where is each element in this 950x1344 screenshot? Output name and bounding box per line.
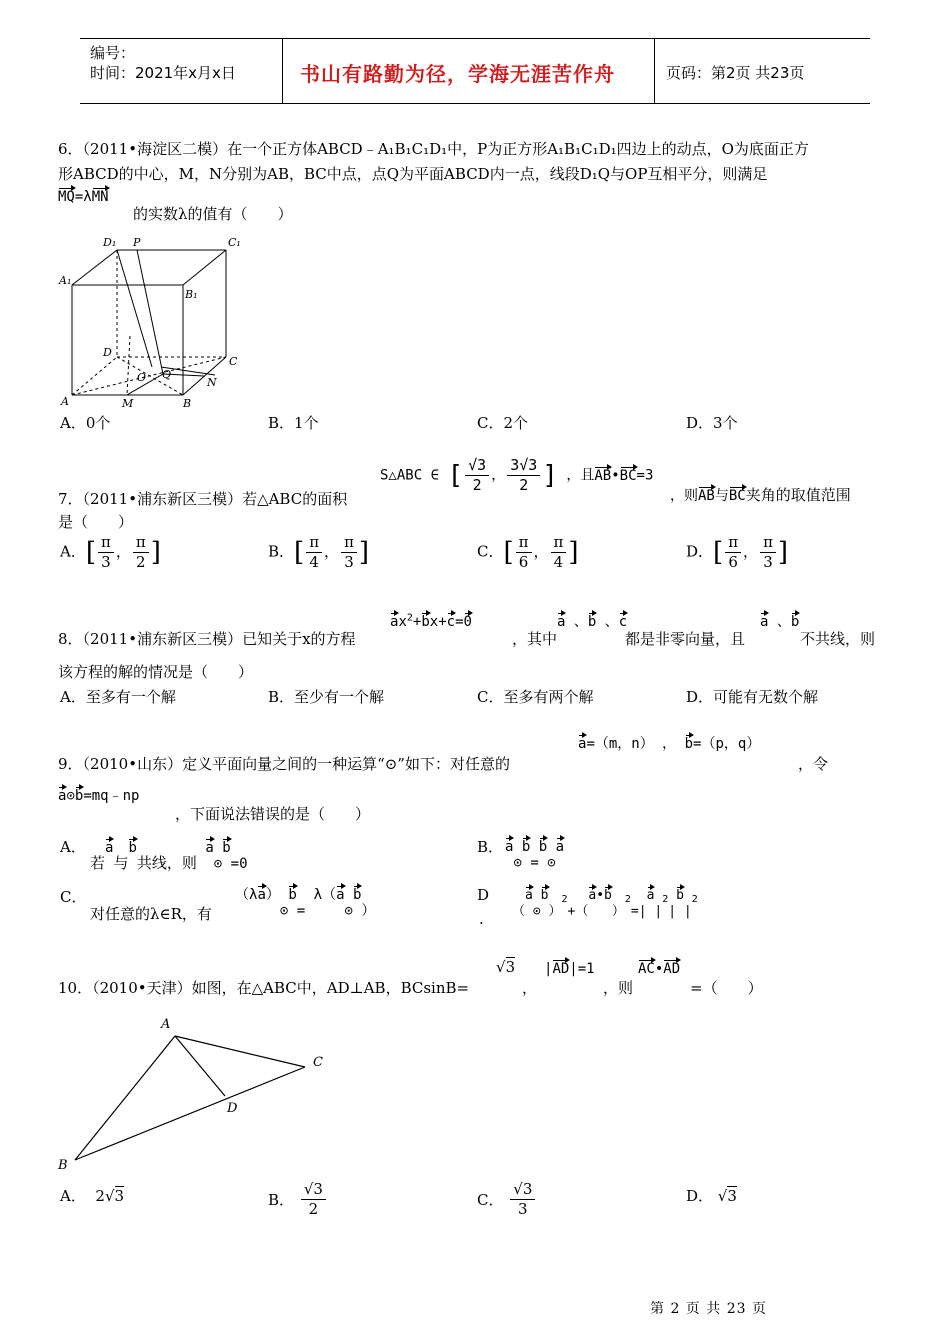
q8-option-d: D．可能有无数个解 [686,688,819,706]
q8-prefix: 8．（2011•浦东新区三模）已知关于x的方程 [58,630,356,648]
q9-option-b-letter: B． [477,838,504,856]
q10-option-b: B． $\frac{√3}{2}$ [268,1180,328,1219]
q10-tail: =（ ） [690,979,763,997]
q6-option-d: D．3个 [686,414,738,432]
q7-line2: 是（ ） [58,513,134,531]
label-c: C [313,1055,323,1070]
q7-condition: S△ABC ∈ [ $\frac{√3}{2}$ ， $\frac{3√3}{2}$ ] ，且AB•BC=3 [380,456,654,494]
q6-vector-equation [58,186,109,205]
s-abc: S△ABC [380,467,423,484]
q10-dot-product: AC•AD [638,958,680,977]
q8-equation: $ax^2+bx+c=0$ [390,612,472,630]
q6-option-a: A．0个 [60,414,111,432]
q8-tail: 不共线，则 [800,630,876,648]
label-d: D [103,346,112,359]
q8-option-b: B．至少有一个解 [268,688,385,706]
q9-tail: ，令 [798,755,829,773]
in-symbol: ∈ [430,467,440,484]
q9-option-c-text: 对任意的λ∈R，有 [90,905,212,923]
q8-option-c: C．至多有两个解 [477,688,594,706]
vec-ab: AB [594,465,611,484]
q7-frac2: $\frac{3√3}{2}$ [507,456,540,495]
label-b: B [183,397,192,410]
vec-mq: MQ [58,186,75,205]
q9-option-d-letter: D [477,886,490,904]
q7-option-d: D．[ $\frac{\pi}{6}$ ， $\frac{\pi}{3}$ ] [686,533,789,571]
q10-comma: ， [522,979,538,997]
vec-bc-2: BC [729,485,746,504]
q9-option-d: $(a⊙b)^2+(a•b)^2=|a|^2|b|^2$ [512,884,698,903]
eq-lambda: =λ [74,189,92,205]
cube-figure [55,232,255,410]
q9-line2: ，下面说法错误的是（ ） [175,805,371,823]
q8-vectors: a 、b 、c [557,611,627,631]
q7-option-b: B．[ $\frac{\pi}{4}$ ， $\frac{\pi}{3}$ ] [268,533,370,571]
q9-option-d-dot: . [479,910,484,928]
q9-option-c-letter: C． [60,888,87,906]
label-c: C [229,355,238,368]
number-label: 编号： [90,44,136,62]
q10-abs-ad: |AD|=1 [544,958,595,977]
q10-option-a: A． 2√3 [60,1187,125,1205]
q10-option-d: D． √3 [686,1187,737,1205]
q6-line1: 6．（2011•海淀区二模）在一个正方体ABCD﹣A₁B₁C₁D₁中，P为正方形A₁B₁C₁D₁四边上的动点，O为底面正方 [58,140,809,158]
label-a: A [61,395,69,408]
label-d: D [227,1101,238,1116]
q9-definition: a=（m，n） ， b=（p，q） [578,733,760,753]
cond-and: ，且 [566,467,595,484]
q6-line2: 形ABCD的中心，M，N分别为AB，BC中点，点Q为平面ABCD内一点，线段D₁Q与OP互相平分，则满足 [58,165,768,183]
q6-line3: 的实数λ的值有（ ） [133,205,293,223]
motto: 书山有路勤为径，学海无涯苦作舟 [300,62,615,86]
label-m: M [122,397,134,410]
q10-sqrt3: √3 [496,958,516,976]
label-o: O [137,371,147,384]
triangle-figure [55,1012,345,1177]
label-a1: A₁ [59,274,72,287]
q9-prefix: 9．（2010•山东）定义平面向量之间的一种运算“⊙”如下：对任意的 [58,755,510,773]
q10-then: ，则 [603,979,634,997]
q9-option-a: 若a与b共线，则 a⊙b=0 [90,836,248,857]
label-d1: D₁ [103,236,117,249]
q8-mid1: ，其中 [512,630,558,648]
label-q: Q [162,368,172,381]
q10-option-c: C． $\frac{√3}{3}$ [477,1180,537,1219]
label-b1: B₁ [185,288,198,301]
label-p: P [133,236,141,249]
q8-mid2: 都是非零向量，且 [625,630,746,648]
q9-operation: a⊙b=mq﹣np [58,785,139,805]
label-b: B [58,1158,68,1173]
q9-option-c: （λa）⊙b= λ（a⊙b） [235,884,375,904]
vec-mn: MN [92,186,109,205]
q7-option-c: C．[ $\frac{\pi}{6}$ ， $\frac{\pi}{4}$ ] [477,533,579,571]
page-info: 页码：第2页 共23页 [666,64,805,82]
q7-frac1: $\frac{√3}{2}$ [465,456,489,495]
q9-option-a-letter: A． [60,838,86,856]
q8-vectors-2: a 、b [760,611,799,631]
q8-option-a: A．至多有一个解 [60,688,176,706]
q7-prefix: 7．（2011•浦东新区三模）若△ABC的面积 [58,490,348,508]
q7-option-a: A．[ $\frac{\pi}{3}$ ， $\frac{\pi}{2}$ ] [60,533,161,571]
q8-line2: 该方程的解的情况是（ ） [58,663,254,681]
page-footer: 第 2 页 共 23 页 [650,1301,767,1317]
q9-option-b: a⊙b=b⊙a [505,836,564,855]
q6-option-b: B．1个 [268,414,319,432]
label-c1: C₁ [228,236,241,249]
label-n: N [207,376,217,389]
q10-prefix: 10．（2010•天津）如图，在△ABC中，AD⊥AB，BCsinB= [58,979,470,997]
vec-bc: BC [620,465,637,484]
label-a: A [161,1017,171,1032]
q6-option-c: C．2个 [477,414,529,432]
vec-ab-2: AB [698,485,715,504]
time-label: 时间：2021年x月x日 [90,64,236,82]
q7-tail: ，则AB与BC夹角的取值范围 [670,486,851,504]
